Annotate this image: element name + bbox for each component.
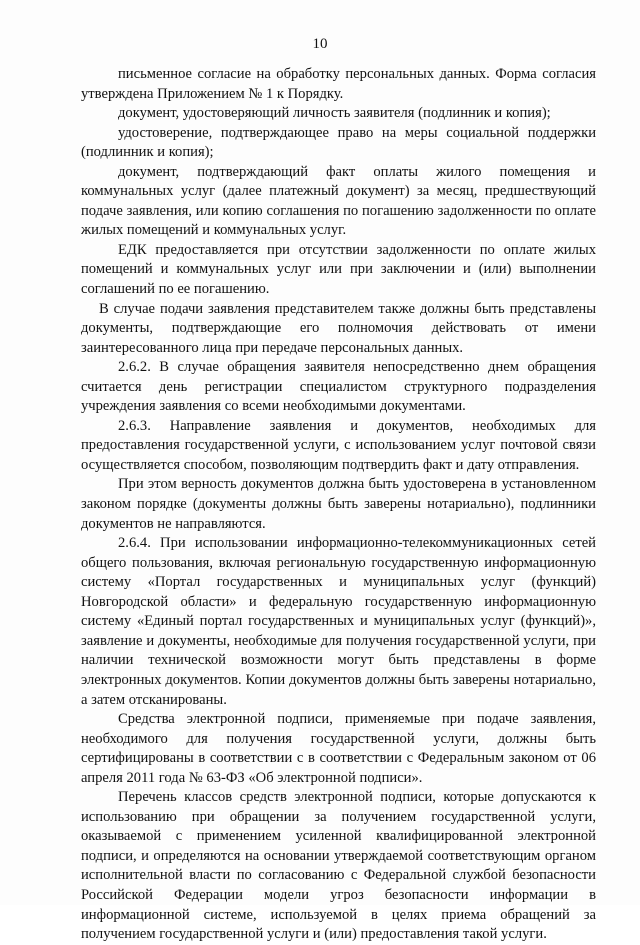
paragraph-2-6-4: 2.6.4. При использовании информационно-телекоммуникационных сетей общего пользования, включая региональную государственную информационную систему «Портал государственных и муниципальных услуг (функций) Новгородской области» и федеральную государственную информационную систему «Единый портал государственных и муниципальных услуг (функций)», заявление и документы, необходимые для получения государственной услуги, при наличии технической возможности могут быть представлены в форме электронных документов. Копии документов должны быть заверены нотариально, а затем отсканированы. [81,535,596,708]
paragraph-2-6-2: 2.6.2. В случае обращения заявителя непосредственно днем обращения считается день регистрации специалистом структурного подразделения учреждения заявления со всеми необходимыми документами. [81,359,596,415]
paragraph-edk-conditions: ЕДК предоставляется при отсутствии задолженности по оплате жилых помещений и коммунальных услуг или при заключении и (или) выполнении соглашений по ее погашению. [81,241,596,298]
paragraph-signature-classes: Перечень классов средств электронной подписи, которые допускаются к использованию при обращении за получением государственной услуги, оказываемой с применением усиленной квалифицированной электронной подписи, и определяются на основании утверждаемой соответствующим органом исполнительной власти по согласованию с Федеральной службой безопасности Российской Федерации модели угроз безопасности информации в информационной системе, используемой в целях приема обращений за получением государственной услуги и (или) предоставления такой услуги. [81,789,596,943]
paragraph-support-certificate: удостоверение, подтверждающее право на меры социальной поддержки (подлинник и копия); [81,124,596,161]
paragraph-consent-form: письменное согласие на обработку персональных данных. Форма согласия утверждена Приложением № 1 к Порядку. [81,66,596,102]
paragraph-representative: В случае подачи заявления представителем также должны быть представлены документы, подтверждающие его полномочия действовать от имени заинтересованного лица при передаче персональных данных. [81,300,596,356]
paragraph-payment-document: документ, подтверждающий факт оплаты жилого помещения и коммунальных услуг (далее платежный документ) за месяц, предшествующий подаче заявления, или копию соглашения по погашению задолженности по оплате жилых помещений и коммунальных услуг. [81,163,596,239]
paragraph-identity-document: документ, удостоверяющий личность заявителя (подлинник и копия); [118,105,551,122]
paragraph-electronic-signature-means: Средства электронной подписи, применяемые при подаче заявления, необходимого для получения государственной услуги, должны быть сертифицированы в соответствии с в соответствии с Федеральным законом от 06 апреля 2011 года № 63-ФЗ «Об электронной подписи». [81,711,596,786]
paragraph-2-6-3: 2.6.3. Направление заявления и документов, необходимых для предоставления государственной услуги, с использованием услуг почтовой связи осуществляется способом, позволяющим подтвердить факт и дату отправления. [81,417,596,473]
paragraph-postal-verification: При этом верность документов должна быть удостоверена в установленном законом порядке (документы должны быть заверены нотариально), подлинники документов не направляются. [81,476,596,532]
document-body [81,65,596,945]
page-number: 10 [312,36,328,52]
